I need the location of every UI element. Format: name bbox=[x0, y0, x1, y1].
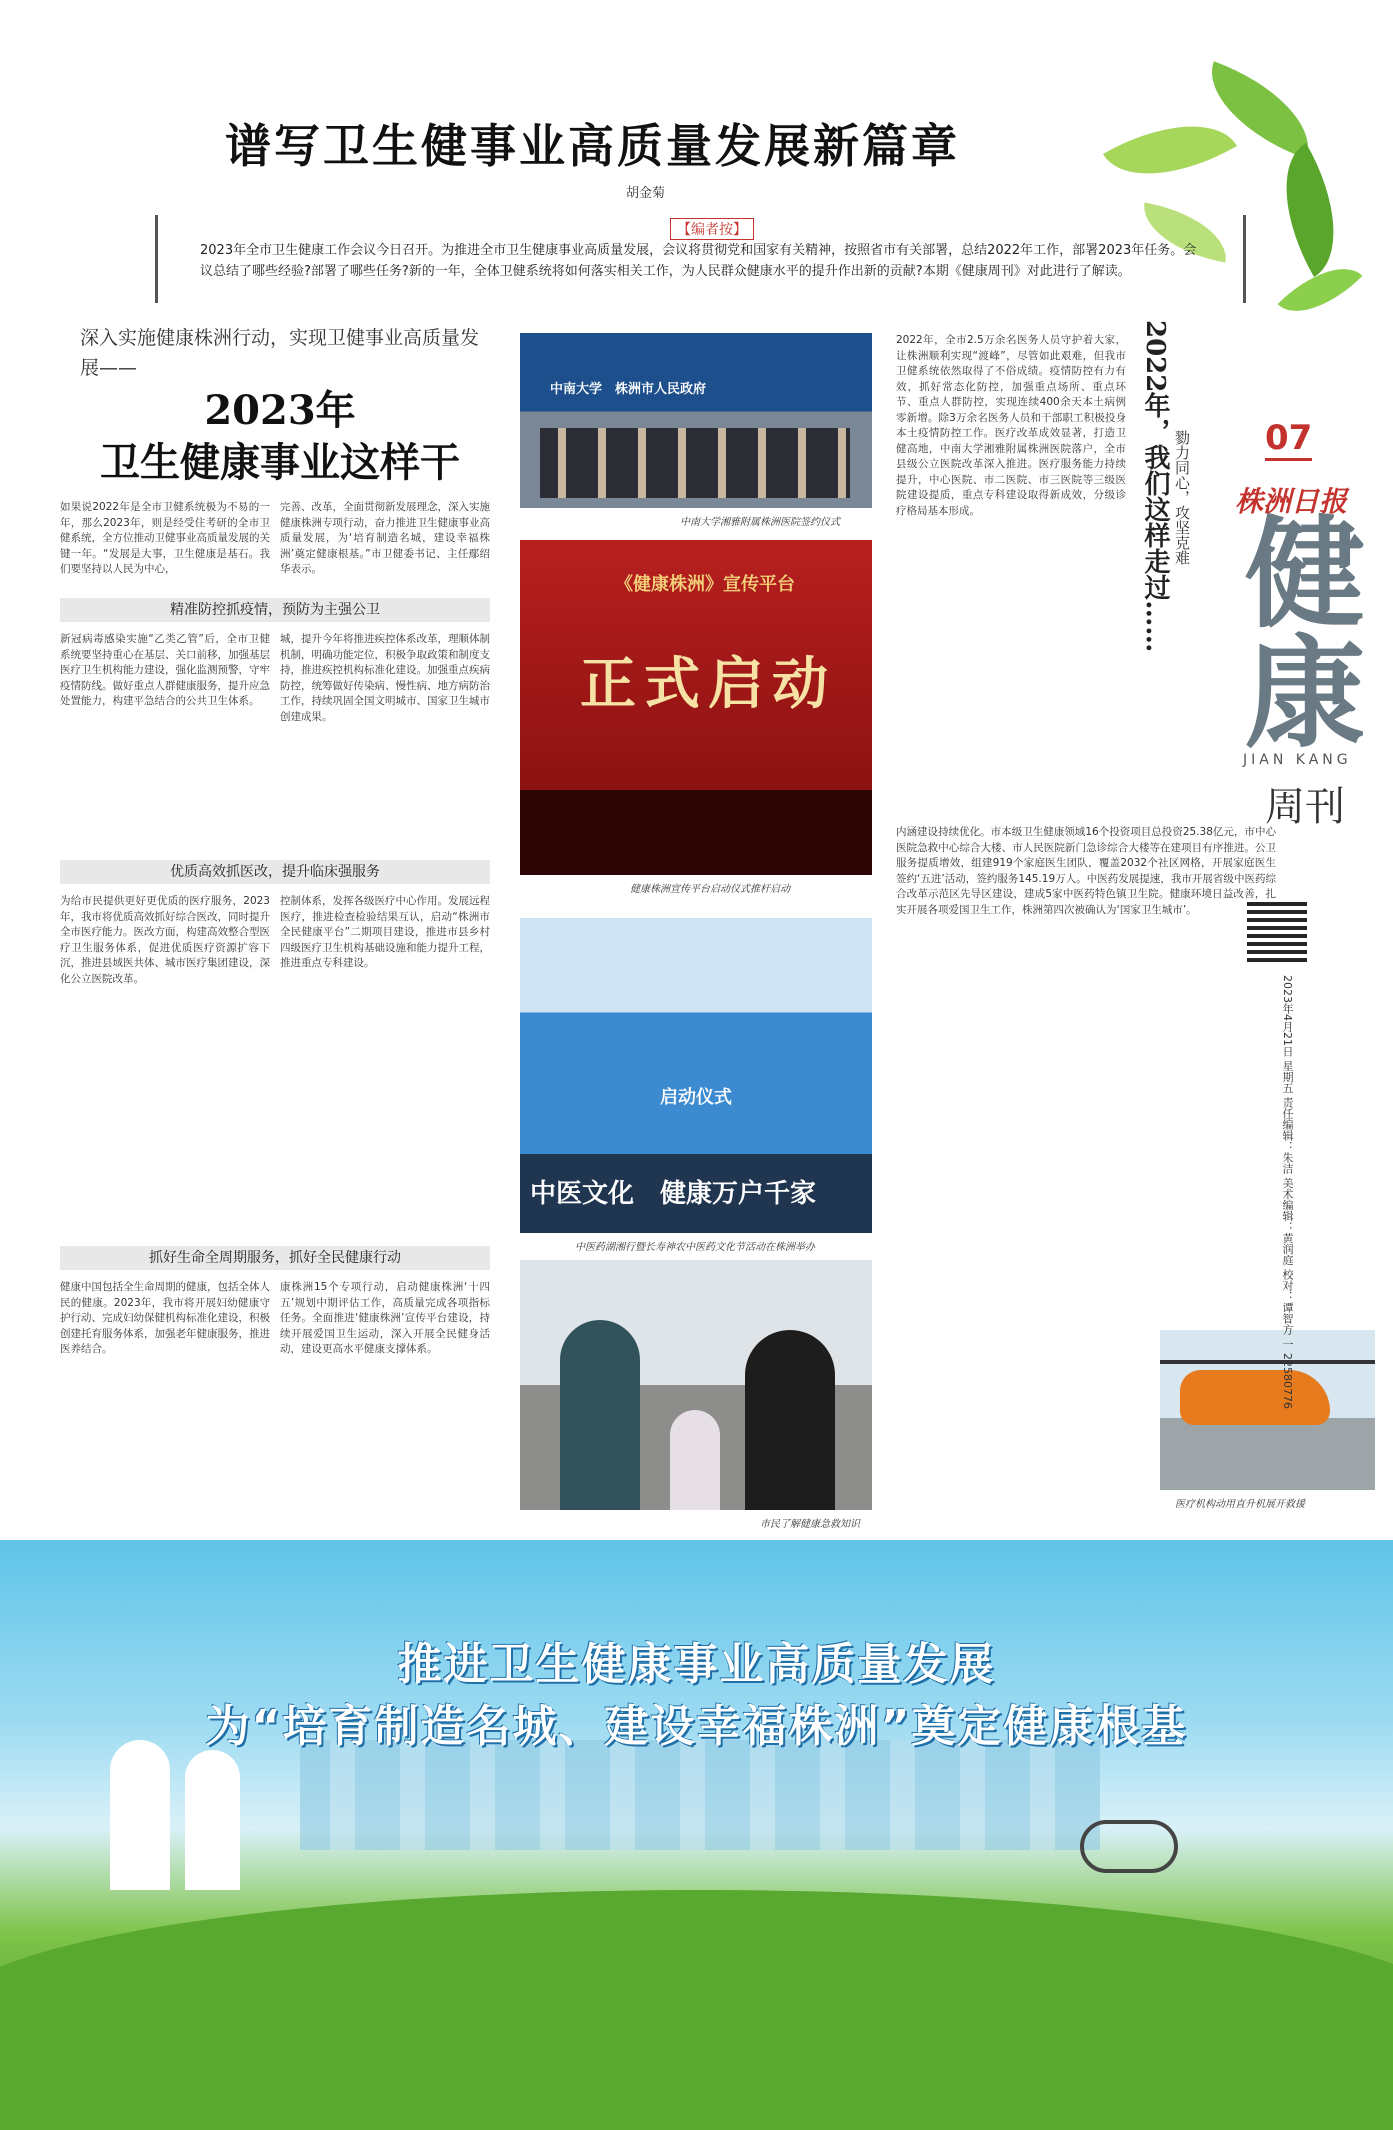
nurse-figure bbox=[185, 1750, 240, 1890]
section-pinyin: JIAN KANG bbox=[1243, 752, 1352, 768]
person-silhouette bbox=[560, 1320, 640, 1510]
photo-signing-ceremony bbox=[520, 333, 872, 508]
section1-col-2: 城，提升今年将推进疾控体系改革，理顺体制机制，明确功能定位，积极争取政策和制度支持，推进疾控机构标准化建设。加强重点疾病防控，统筹做好传染病、慢性病、地方病防治工作，持续巩固全国文明城市、国家卫生城市创建成果。 bbox=[280, 633, 490, 723]
left-col-1: 如果说2022年是全市卫健系统极为不易的一年，那么2023年，则是经受住考研的全市卫健系统，全方位推动卫健事业高质量发展的关键一年。“发展是大事，卫生健康是基石。我们要坚持以人民为中心， bbox=[60, 501, 270, 575]
section3-col-1: 健康中国包括全生命周期的健康，包括全体人民的健康。2023年，我市将开展妇幼健康守护行动、完成妇幼保健机构标准化建设，积极创建托育服务体系，加强老年健康服务，推进医养结合。 bbox=[60, 1281, 270, 1355]
section-heading-3: 抓好生命全周期服务，抓好全民健康行动 bbox=[60, 1246, 490, 1270]
right-col-2: 内涵建设持续优化。市本级卫生健康领域16个投资项目总投资25.38亿元，市中心医院急救中心综合大楼、市人民医院新门急诊综合大楼等在建项目有序推进。公卫服务提质增效，组建919个家庭医生团队，覆盖2032个社区网格，开展家庭医生签约‘五进’活动，签约服务145.19万人。中医药发展提速，我市开展省级中医药综合改革示范区先导区建设，建成5家中医药特色镇卫生院。健康环境日益改善，扎实开展各项爱国卫生工作，株洲第四次被确认为‘国家卫生城市’。 bbox=[896, 826, 1276, 916]
leaf-decoration bbox=[1080, 60, 1393, 360]
photo1-banner-text: 中南大学 株洲市人民政府 bbox=[550, 382, 707, 397]
helicopter-shape bbox=[1180, 1370, 1330, 1425]
section3-col-2: 康株洲15个专项行动，启动健康株洲‘十四五’规划中期评估工作，高质量完成各项指标任务。全面推进‘健康株洲’宣传平台建设，持续开展爱国卫生运动，深入开展全民健身活动，建设更高水平健康支撑体系。 bbox=[280, 1281, 490, 1355]
photo5-caption: 医疗机构动用直升机展开救援 bbox=[1175, 1499, 1305, 1510]
bicycle-icon bbox=[1080, 1820, 1178, 1873]
issue-date: 2023年4月21日 星期五 责任编辑：朱洁 美术编辑：黄润庭 校对：谭智方 一 22580776 bbox=[1281, 975, 1294, 1409]
article-title bbox=[60, 385, 500, 489]
article-title-line1: 2023年 bbox=[204, 387, 356, 434]
newspaper-name: 株洲日报 bbox=[1235, 485, 1348, 518]
grass-hill bbox=[0, 1890, 1393, 2130]
editor-note-tag: 【编者按】 bbox=[670, 218, 754, 240]
rotor bbox=[1160, 1360, 1375, 1364]
people-group bbox=[540, 428, 850, 498]
photo-launch-stage bbox=[520, 540, 872, 875]
section1-col-1: 新冠病毒感染实施“乙类乙管”后，全市卫健系统要坚持重心在基层、关口前移，加强基层医疗卫生机构能力建设，强化监测预警，守牢疫情防线。做好重点人群健康服务，提升应急处置能力，构建平急结合的公共卫生体系。 bbox=[60, 633, 270, 707]
photo-helicopter bbox=[1160, 1330, 1375, 1490]
photo3-banner-text: 中医文化 健康万户千家 bbox=[530, 1179, 817, 1209]
section-name: 健康 bbox=[1225, 510, 1366, 750]
photo-first-aid-demo bbox=[520, 1260, 872, 1510]
photo2-banner-text: 《健康株洲》宣传平台 bbox=[615, 574, 795, 595]
author: 胡金菊 bbox=[626, 186, 666, 201]
section-heading-2: 优质高效抓医改，提升临床强服务 bbox=[60, 860, 490, 884]
qr-code-icon bbox=[1247, 902, 1307, 962]
photo3-caption: 中医药湖湘行暨长寿神农中医药文化节活动在株洲举办 bbox=[575, 1242, 815, 1253]
bottom-banner bbox=[0, 1540, 1393, 2064]
section2-col-1: 为给市民提供更好更优质的医疗服务，2023年，我市将优质高效抓好综合医改，同时提升全市医疗能力。医改方面，构建高效整合型医疗卫生服务体系，促进优质医疗资源扩容下沉，推进县域医共体、城市医疗集团建设，深化公立医院改革。 bbox=[60, 895, 270, 985]
editor-note-text: 2023年全市卫生健康工作会议今日召开。为推进全市卫生健康事业高质量发展，会议将贯彻党和国家有关精神，按照省市有关部署，总结2022年工作，部署2023年任务。会议总结了哪些经验?部署了哪些任务?新的一年，全体卫健系统将如何落实相关工作，为人民群众健康水平的提升作出新的贡献?本期《健康周刊》对此进行了解读。 bbox=[200, 243, 1197, 279]
photo4-caption: 市民了解健康急救知识 bbox=[760, 1519, 860, 1530]
stage-floor bbox=[520, 790, 872, 875]
right-vertical-title: 2022年，我们这样走过…… bbox=[1140, 320, 1170, 653]
city-skyline bbox=[300, 1740, 1100, 1850]
section-weekly: 周刊 bbox=[1265, 784, 1345, 830]
doctor-figure bbox=[110, 1740, 170, 1890]
child-silhouette bbox=[670, 1410, 720, 1510]
photo2-caption: 健康株洲宣传平台启动仪式推杆启动 bbox=[630, 884, 790, 895]
banner-line-2: 为“培育制造名城、建设幸福株洲”奠定健康根基 bbox=[205, 1701, 1188, 1752]
photo2-big-text: 正式启动 bbox=[580, 652, 836, 717]
banner-line-1: 推进卫生健康事业高质量发展 bbox=[397, 1639, 996, 1690]
article-title-line2: 卫生健康事业这样干 bbox=[100, 439, 460, 486]
section2-col-2: 控制体系，发挥各级医疗中心作用。发展远程医疗，推进检查检验结果互认，启动“株洲市全民健康平台”二期项目建设，推进市县乡村四级医疗卫生机构基础设施和能力提升工程，推进重点专科建设。 bbox=[280, 895, 490, 969]
right-col-1: 2022年，全市2.5万余名医务人员守护着大家，让株洲顺利实现“渡峰”，尽管如此艰难，但我市卫健系统依然取得了不俗成绩。疫情防控有力有效，抓好常态化防控，加强重点场所、重点环节、重点人群防控，实现连续400余天本土病例零新增。除3万余名医务人员和干部职工积极投身本土疫情防控工作。医疗改革成效显著，打造卫健高地，中南大学湘雅附属株洲医院落户，全市县级公立医院改革深入推进。医疗服务能力持续提升，中心医院、市二医院、市三医院等三级医院建设提质，重点专科建设取得新成效，分级诊疗格局基本形成。 bbox=[896, 334, 1126, 517]
right-vertical-subtitle: 勠力同心，攻坚克难 bbox=[1173, 430, 1191, 565]
page-number: 07 bbox=[1265, 418, 1312, 461]
left-col-2: 完善、改革，全面贯彻新发展理念，深入实施健康株洲专项行动，奋力推进卫生健康事业高质量发展，为‘培育制造名城，建设幸福株洲’奠定健康根基。”市卫健委书记、主任鄢绍华表示。 bbox=[280, 501, 490, 575]
photo-tcm-festival bbox=[520, 918, 872, 1233]
person-silhouette bbox=[745, 1330, 835, 1510]
article-intro: 深入实施健康株洲行动，实现卫健事业高质量发展—— bbox=[80, 327, 480, 379]
section-heading-1: 精准防控抓疫情，预防为主强公卫 bbox=[60, 598, 490, 622]
photo3-stage-text: 启动仪式 bbox=[660, 1087, 732, 1108]
photo1-caption: 中南大学湘雅附属株洲医院签约仪式 bbox=[680, 517, 840, 528]
page-headline: 谱写卫生健事业高质量发展新篇章 bbox=[225, 119, 960, 173]
